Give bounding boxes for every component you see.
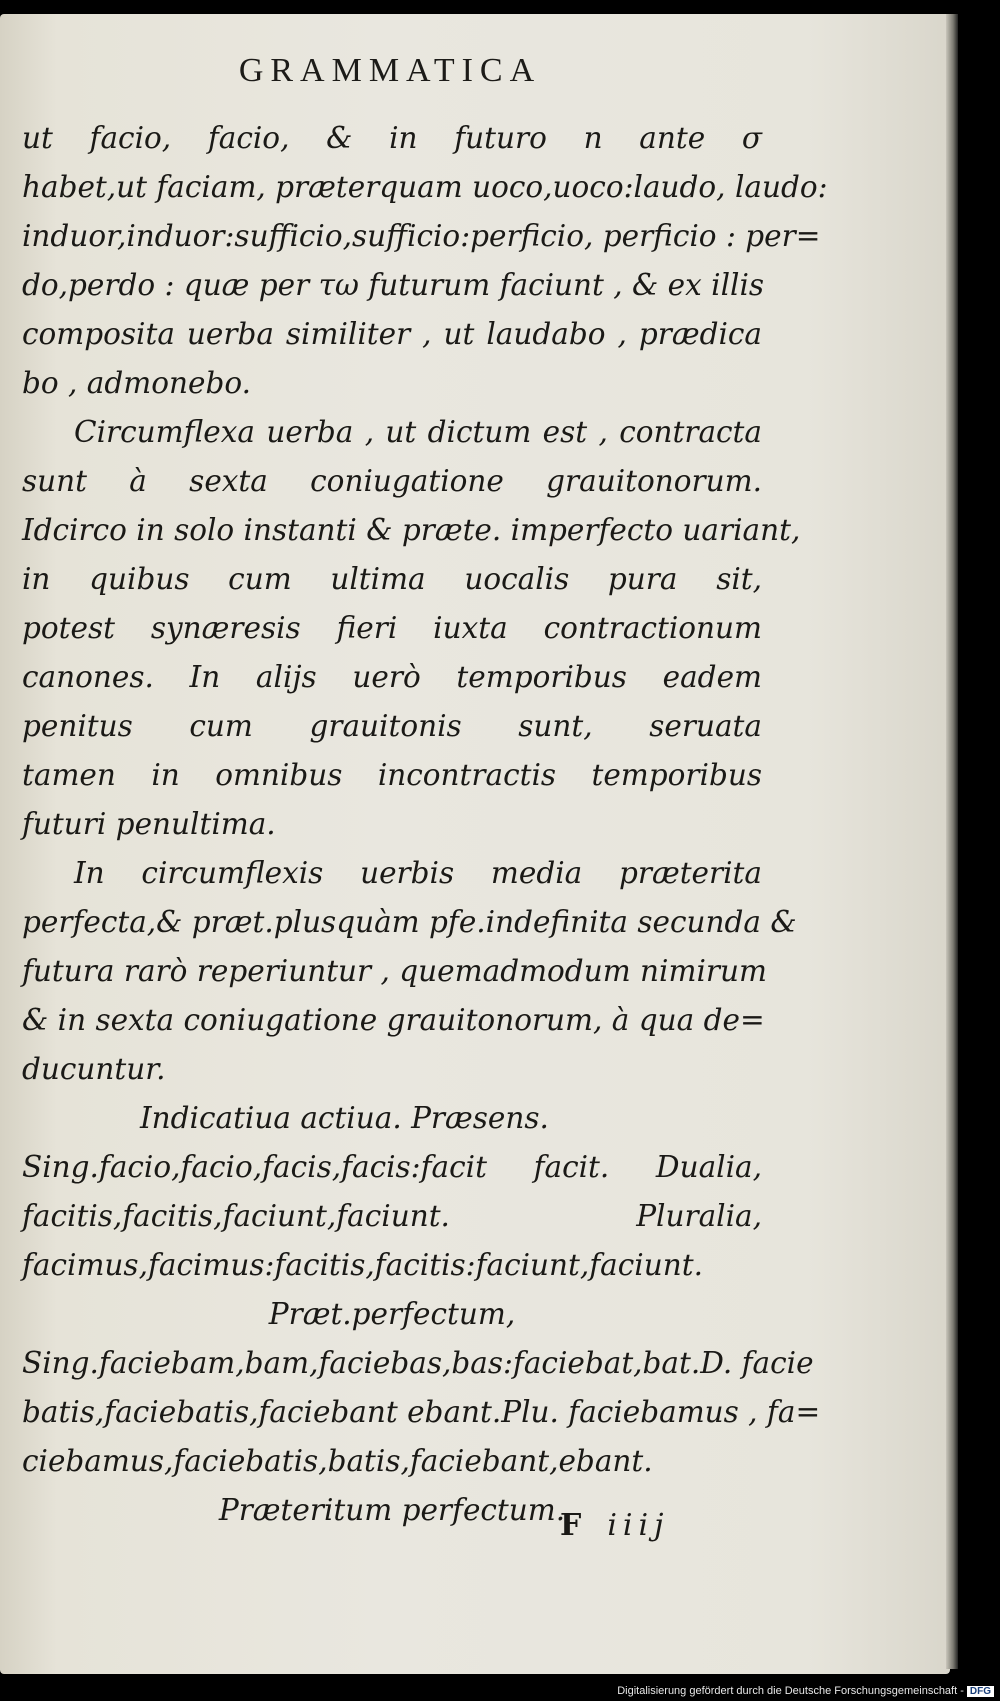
text-line: & in sexta coniugatione grauitonorum, à qua de= [22,1003,765,1037]
book-page [0,14,950,1674]
text-line: potest synæresis fieri iuxta contractionum [22,611,762,645]
text-line: habet,ut faciam, præterquam uoco,uoco:laudo, laudo: [22,170,828,204]
text-line: Sing.faciebam,bam,faciebas,bas:faciebat,bat.D. facie [22,1346,814,1380]
text-line: tamen in omnibus incontractis temporibus [22,758,762,792]
text-line: futuri penultima. [22,807,276,841]
text-line: ut facio, facio, & in futuro n ante σ [22,121,762,155]
text-line: induor,induor:sufficio,sufficio:perficio, perficio : per= [22,219,821,253]
text-line: canones. In alijs uerò temporibus eadem [22,660,762,694]
page-edge [946,14,958,1669]
text-line: facimus,facimus:facitis,facitis:faciunt,faciunt. [22,1248,703,1282]
signature-numeral: iiij [607,1508,670,1543]
text-line: sunt à sexta coniugatione grauitonorum. [22,464,762,498]
text-line: Idcirco in solo instanti & præte. imperfecto uariant, [22,513,801,547]
signature-letter: F [560,1508,588,1543]
page-text [22,114,828,1535]
text-line: facitis,facitis,faciunt,faciunt. Pluralia, [22,1199,762,1233]
text-line: futura rarò reperiuntur , quemadmodum nimirum [22,954,767,988]
dfg-logo: DFG [967,1686,994,1697]
text-line: In circumflexis uerbis media præterita [74,856,762,890]
text-line: do,perdo : quæ per τω futurum faciunt , & ex illis [22,268,765,302]
text-line: Præt.perfectum, [268,1297,516,1331]
text-line: batis,faciebatis,faciebant ebant.Plu. faciebamus , fa= [22,1395,821,1429]
text-line: Præteritum perfectum. [218,1493,566,1527]
text-line: in quibus cum ultima uocalis pura sit, [22,562,762,596]
text-line: composita uerba similiter , ut laudabo , prædica [22,317,762,351]
text-line: perfecta,& præt.plusquàm pfe.indefinita secunda & [22,905,797,939]
credit-text: Digitalisierung gefördert durch die Deutsche Forschungsgemeinschaft - [617,1685,964,1697]
text-line: Indicatiua actiua. Præsens. [140,1101,549,1135]
text-line: Circumflexa uerba , ut dictum est , contracta [74,415,762,449]
text-line: bo , admonebo. [22,366,251,400]
text-line: ducuntur. [22,1052,166,1086]
running-header: GRAMMATICA [238,52,542,89]
text-line: ciebamus,faciebatis,batis,faciebant,ebant. [22,1444,653,1478]
text-line: Sing.facio,facio,facis,facis:facit facit. Dualia, [22,1150,762,1184]
digitization-credit [617,1685,994,1697]
signature-mark [560,1508,669,1543]
text-line: penitus cum grauitonis sunt, seruata [22,709,762,743]
